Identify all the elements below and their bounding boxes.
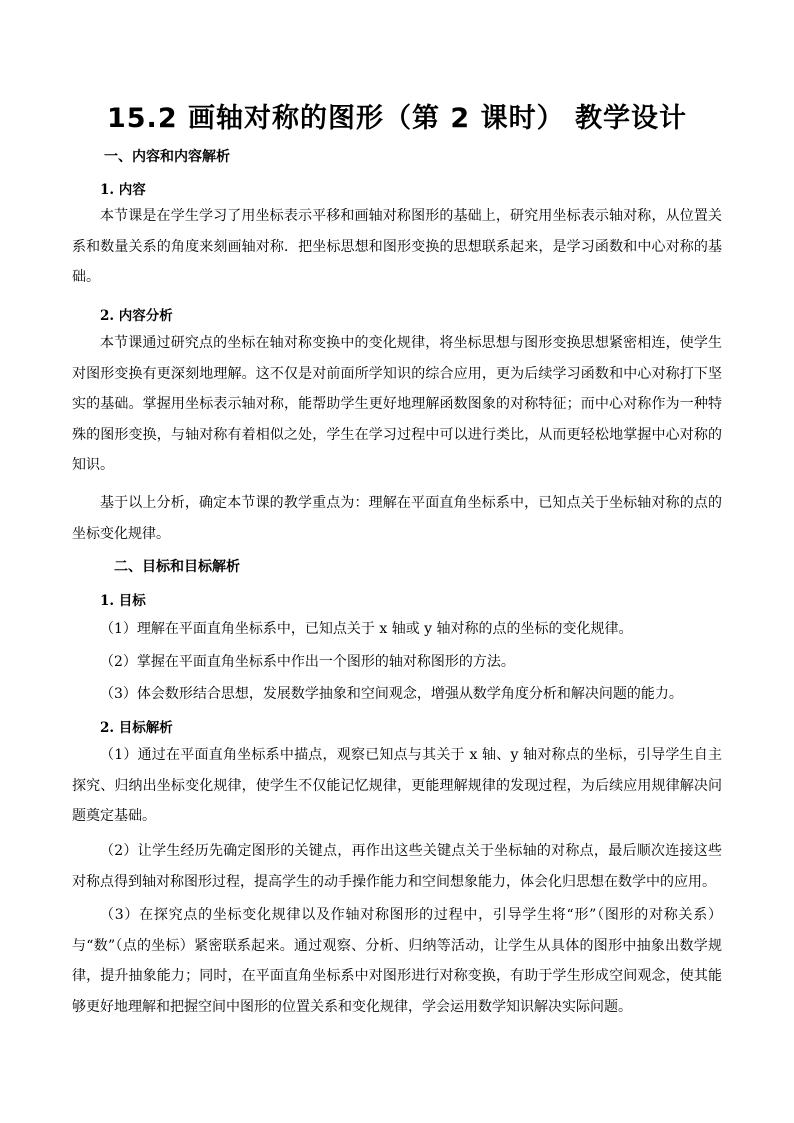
goal-analysis-item: （3）在探究点的坐标变化规律以及作轴对称图形的过程中，引导学生将“形”（图形的对称关系）与“数”（点的坐标）紧密联系起来。通过观察、分析、归纳等活动，让学生从具体的图形中抽象出数学规律，提升抽象能力；同时，在平面直角坐标系中对图形进行对称变换，有助于学生形成空间观念，使其能够更好地理解和把握空间中图形的位置关系和变化规律，学会运用数学知识解决实际问题。 (72, 907, 722, 1015)
goal-item: （1）理解在平面直角坐标系中，已知点关于 x 轴或 y 轴对称的点的坐标的变化规律。 (100, 621, 633, 637)
goal-item: （3）体会数形结合思想，发展数学抽象和空间观念，增强从数学角度分析和解决问题的能力。 (100, 686, 683, 702)
paragraph-content-analysis: 本节课通过研究点的坐标在轴对称变换中的变化规律，将坐标思想与图形变换思想紧密相连，使学生对图形变换有更深刻地理解。这不仅是对前面所学知识的综合应用，更为后续学习函数和中心对称打下坚实的基础。掌握用坐标表示轴对称，能帮助学生更好地理解函数图象的对称特征；而中心对称作为一种特殊的图形变换，与轴对称有着相似之处，学生在学习过程中可以进行类比，从而更轻松地掌握中心对称的知识。 (72, 335, 722, 473)
section-heading-content: 一、内容和内容解析 (104, 149, 230, 165)
document-title: 15.2 画轴对称的图形（第 2 课时） 教学设计 (106, 103, 687, 134)
goal-analysis-item: （2）让学生经历先确定图形的关键点，再作出这些关键点关于坐标轴的对称点，最后顺次连接这些对称点得到轴对称图形过程，提高学生的动手操作能力和空间想象能力，体会化归思想在数学中的应用。 (72, 843, 722, 890)
goal-analysis-item: （1）通过在平面直角坐标系中描点，观察已知点与其关于 x 轴、y 轴对称点的坐标，引导学生自主探究、归纳出坐标变化规律，使学生不仅能记忆规律，更能理解规律的发现过程，为后续应用规律解决问题奠定基础。 (72, 747, 722, 824)
subheading-goal-analysis: 2. 目标解析 (100, 720, 173, 736)
subheading-goals: 1. 目标 (100, 593, 146, 609)
section-heading-goals: 二、目标和目标解析 (114, 559, 240, 575)
subheading-content-analysis: 2. 内容分析 (100, 308, 173, 324)
subheading-content: 1. 内容 (100, 182, 146, 198)
paragraph-teaching-focus: 基于以上分析，确定本节课的教学重点为：理解在平面直角坐标系中，已知点关于坐标轴对称的点的坐标变化规律。 (72, 495, 722, 542)
goal-item: （2）掌握在平面直角坐标系中作出一个图形的轴对称图形的方法。 (100, 654, 515, 670)
paragraph-content: 本节课是在学生学习了用坐标表示平移和画轴对称图形的基础上，研究用坐标表示轴对称，从位置关系和数量关系的角度来刻画轴对称．把坐标思想和图形变换的思想联系起来，是学习函数和中心对称的基础。 (72, 208, 722, 285)
